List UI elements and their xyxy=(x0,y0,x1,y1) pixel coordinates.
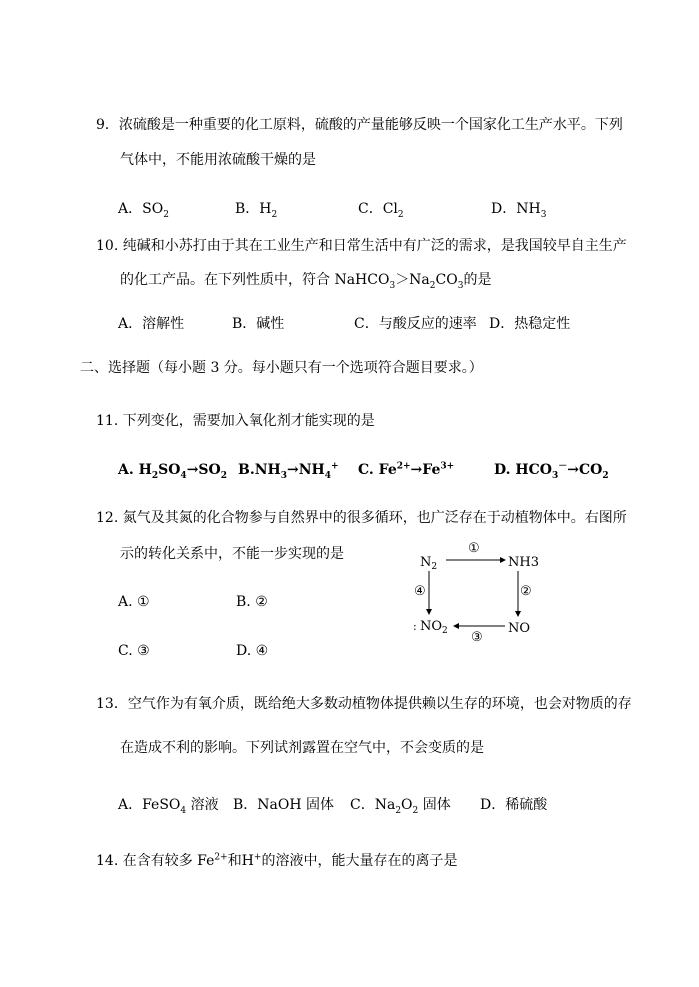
q12-option-d[interactable]: D. ④ xyxy=(236,643,269,659)
nitrogen-cycle-diagram xyxy=(408,534,558,646)
q11-option-b[interactable]: $B.NH_3\to NH_4^+$ xyxy=(238,461,339,481)
q13-option-c[interactable]: C．$Na_2O_2$ 固体 xyxy=(350,797,451,816)
section-2-title: 二、选择题（每小题 3 分。每小题只有一个选项符合题目要求。） xyxy=(80,360,483,376)
label-step2: ② xyxy=(520,584,532,599)
q13-option-b[interactable]: B．NaOH 固体 xyxy=(233,797,335,813)
q14-stem: 14. 在含有较多 $Fe^{2+}$和H+的溶液中，能大量存在的离子是 xyxy=(96,852,458,869)
label-step3: ③ xyxy=(471,630,483,645)
q12-stem-line1: 12. 氮气及其氮的化合物参与自然界中的很多循环，也广泛存在于动植物体中。右图所 xyxy=(96,510,627,526)
q10-option-d[interactable]: D．热稳定性 xyxy=(489,316,571,332)
q12-option-b[interactable]: B. ② xyxy=(236,594,268,610)
q11-option-d[interactable]: D. $HCO_3^-\to CO_2$ xyxy=(494,461,609,481)
q10-option-b[interactable]: B．碱性 xyxy=(232,316,285,332)
q11-stem: 11. 下列变化，需要加入氧化剂才能实现的是 xyxy=(96,413,375,429)
q10-stem-line2: 的化工产品。在下列性质中，符合 $NaHCO_3>Na_2CO_3$的是 xyxy=(120,272,492,291)
q13-stem-line1: 13．空气作为有氧介质，既给绝大多数动植物体提供赖以生存的环境，也会对物质的存 xyxy=(96,696,632,712)
q9-stem-line2: 气体中，不能用浓硫酸干燥的是 xyxy=(120,152,316,168)
q9-option-d[interactable]: D．$NH_3$ xyxy=(491,201,547,220)
diagram-no2: $NO_2$ xyxy=(420,619,448,636)
diagram-mark: : xyxy=(413,620,417,633)
label-step1: ① xyxy=(468,541,480,556)
q9-option-c[interactable]: C．$Cl_2$ xyxy=(358,201,404,220)
q12-option-a[interactable]: A. ① xyxy=(118,594,150,610)
q11-option-a[interactable]: A. $H_2SO_4\to SO_2$ xyxy=(118,462,227,481)
q10-stem-line1: 10. 纯碱和小苏打由于其在工业生产和日常生活中有广泛的需求，是我国较早自主生产 xyxy=(96,238,627,254)
q9-option-b[interactable]: B．$H_2$ xyxy=(235,201,278,220)
q9-stem-line1: 9．浓硫酸是一种重要的化工原料，硫酸的产量能够反映一个国家化工生产水平。下列 xyxy=(96,117,623,133)
q10-option-c[interactable]: C．与酸反应的速率 xyxy=(354,316,477,332)
q11-option-c[interactable]: C. $Fe^{2+}\to Fe^{3+}$ xyxy=(358,461,455,478)
label-step4: ④ xyxy=(414,584,426,599)
q13-option-a[interactable]: A．FeSO$_4$ 溶液 xyxy=(118,797,219,816)
diagram-n2: $N_2$ xyxy=(420,555,438,572)
q12-stem-line2: 示的转化关系中，不能一步实现的是 xyxy=(120,546,344,562)
q10-option-a[interactable]: A．溶解性 xyxy=(118,316,185,332)
q13-option-d[interactable]: D．稀硫酸 xyxy=(480,797,548,813)
diagram-no: NO xyxy=(508,621,531,636)
q13-stem-line2: 在造成不利的影响。下列试剂露置在空气中，不会变质的是 xyxy=(120,740,484,756)
q9-option-a[interactable]: A．$SO_2$ xyxy=(118,201,169,220)
diagram-nh3: NH3 xyxy=(508,555,539,570)
q12-option-c[interactable]: C. ③ xyxy=(118,643,150,659)
